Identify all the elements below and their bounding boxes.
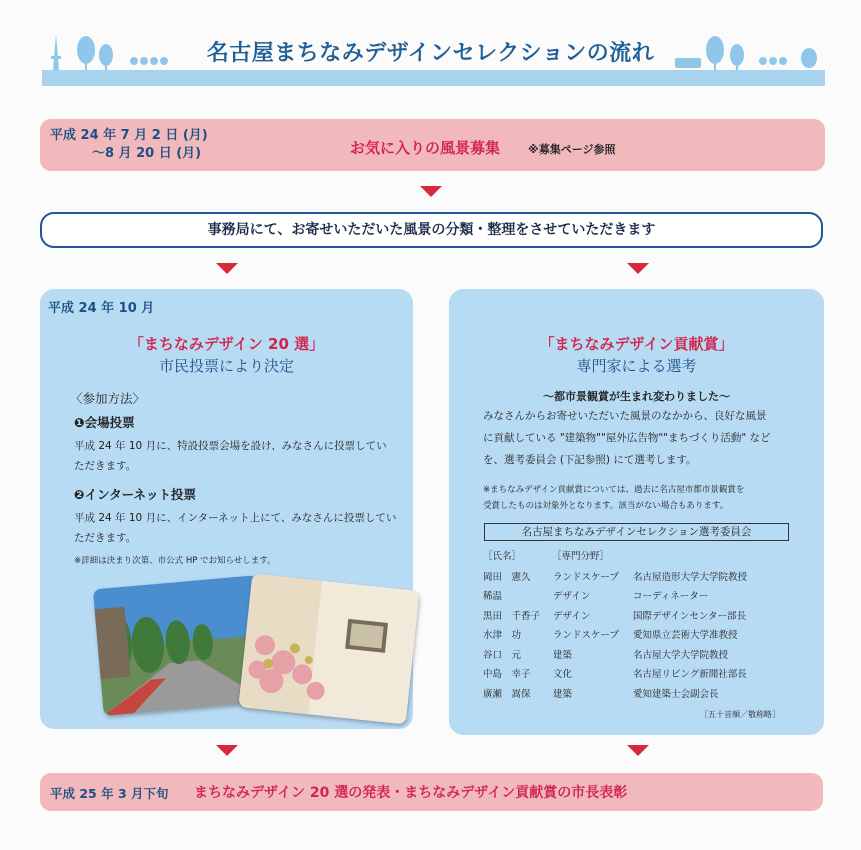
flow-arrow-left [216, 263, 238, 274]
member-name: 黒田 千香子 [483, 610, 541, 622]
member-name: 中島 幸子 [483, 669, 531, 681]
member-title: 愛知建築士会副会長 [633, 688, 719, 700]
committee-member-row [483, 566, 783, 586]
col-field-header: ［専門分野］ [552, 551, 610, 562]
header-skyline-band [42, 70, 825, 86]
internet-vote-text-2: ただきます。 [74, 532, 137, 544]
member-title: 名古屋リビング新聞社部長 [633, 669, 747, 681]
committee-member-row [483, 683, 783, 703]
member-name: 稀温 [483, 591, 503, 603]
member-name: 谷口 元 [483, 649, 522, 661]
member-field: ランドスケープ [553, 571, 619, 583]
member-title: 名古屋大学大学院教授 [633, 649, 729, 661]
vote-footnote: ※詳細は決まり次第、市公式 HP でお知らせします。 [74, 556, 276, 566]
committee-members-table [483, 566, 783, 703]
member-title: 名古屋造形大学大学院教授 [633, 571, 748, 583]
col-name-header: ［氏名］ [483, 551, 522, 562]
venue-vote-heading: ❶会場投票 [74, 415, 135, 430]
committee-member-row [483, 605, 783, 625]
member-field: 建築 [553, 649, 573, 661]
member-field: 建築 [553, 688, 573, 700]
member-field: デザイン [553, 591, 591, 603]
flow-arrow-right-bottom [627, 745, 649, 756]
vote-date: 平成 24 年 10 月 [48, 301, 155, 316]
member-field: ランドスケープ [553, 630, 619, 642]
vote-award-title: 「まちなみデザイン 20 選」 [128, 335, 325, 353]
expert-desc-3: を、選考委員会 (下記参照) にて選考します。 [483, 454, 697, 466]
member-title: コーディネーター [633, 591, 709, 603]
recruitment-date-end: 〜8 月 20 日 (月) [92, 146, 202, 161]
member-name: 岡田 憲久 [483, 571, 531, 583]
expert-note-2: 受賞したものは対象外となります。該当がない場合もあります。 [483, 501, 729, 511]
member-field: デザイン [553, 610, 591, 622]
expert-award-subtitle: 専門家による選考 [576, 357, 697, 375]
sorting-text: 事務局にて、お寄せいただいた風景の分類・整理をさせていただきます [207, 222, 656, 238]
member-title: 愛知県立芸術大学准教授 [633, 630, 738, 642]
internet-vote-heading: ❷インターネット投票 [74, 487, 196, 502]
step-sorting [40, 212, 823, 248]
expert-award-tagline: 〜都市景観賞が生まれ変わりました〜 [543, 390, 730, 403]
committee-member-row [483, 625, 783, 645]
venue-vote-text-2: ただきます。 [74, 460, 137, 472]
member-name: 水津 功 [483, 630, 522, 642]
committee-member-row [483, 644, 783, 664]
painting-photo [238, 574, 419, 725]
flow-arrow-right [627, 263, 649, 274]
committee-member-row [483, 664, 783, 684]
expert-award-title: 「まちなみデザイン貢献賞」 [539, 335, 734, 353]
vote-award-subtitle: 市民投票により決定 [158, 357, 294, 375]
member-field: 文化 [553, 669, 573, 681]
recruitment-note: ※募集ページ参照 [528, 143, 616, 156]
flow-arrow-1 [420, 186, 442, 197]
member-title: 国際デザインセンター部長 [633, 610, 746, 622]
committee-title: 名古屋まちなみデザインセレクション選考委員会 [484, 523, 789, 541]
member-name: 廣瀬 嵩保 [483, 688, 531, 700]
expert-desc-1: みなさんからお寄せいただいた風景のなかから、良好な風景 [483, 410, 767, 422]
recruitment-date-start: 平成 24 年 7 月 2 日 (月) [50, 128, 208, 143]
watercolor-building-image [238, 574, 419, 725]
venue-vote-text-1: 平成 24 年 10 月に、特設投票会場を設け、みなさんに投票してい [74, 440, 387, 452]
internet-vote-text-1: 平成 24 年 10 月に、インターネット上にて、みなさんに投票してい [74, 512, 397, 524]
method-heading: 〈参加方法〉 [70, 391, 146, 406]
announcement-text: まちなみデザイン 20 選の発表・まちなみデザイン貢献賞の市長表彰 [194, 785, 628, 801]
committee-member-row [483, 586, 783, 606]
recruitment-title: お気に入りの風景募集 [350, 139, 501, 157]
page-title: 名古屋まちなみデザインセレクションの流れ [206, 41, 655, 66]
flow-arrow-left-bottom [216, 745, 238, 756]
member-order-note: ［五十音順／敬称略］ [700, 710, 780, 719]
announcement-date: 平成 25 年 3 月下旬 [50, 786, 169, 801]
expert-desc-2: に貢献している "建築物""屋外広告物""まちづくり活動" など [483, 432, 771, 444]
expert-note-1: ※まちなみデザイン貢献賞については、過去に名古屋市都市景観賞を [483, 485, 745, 495]
